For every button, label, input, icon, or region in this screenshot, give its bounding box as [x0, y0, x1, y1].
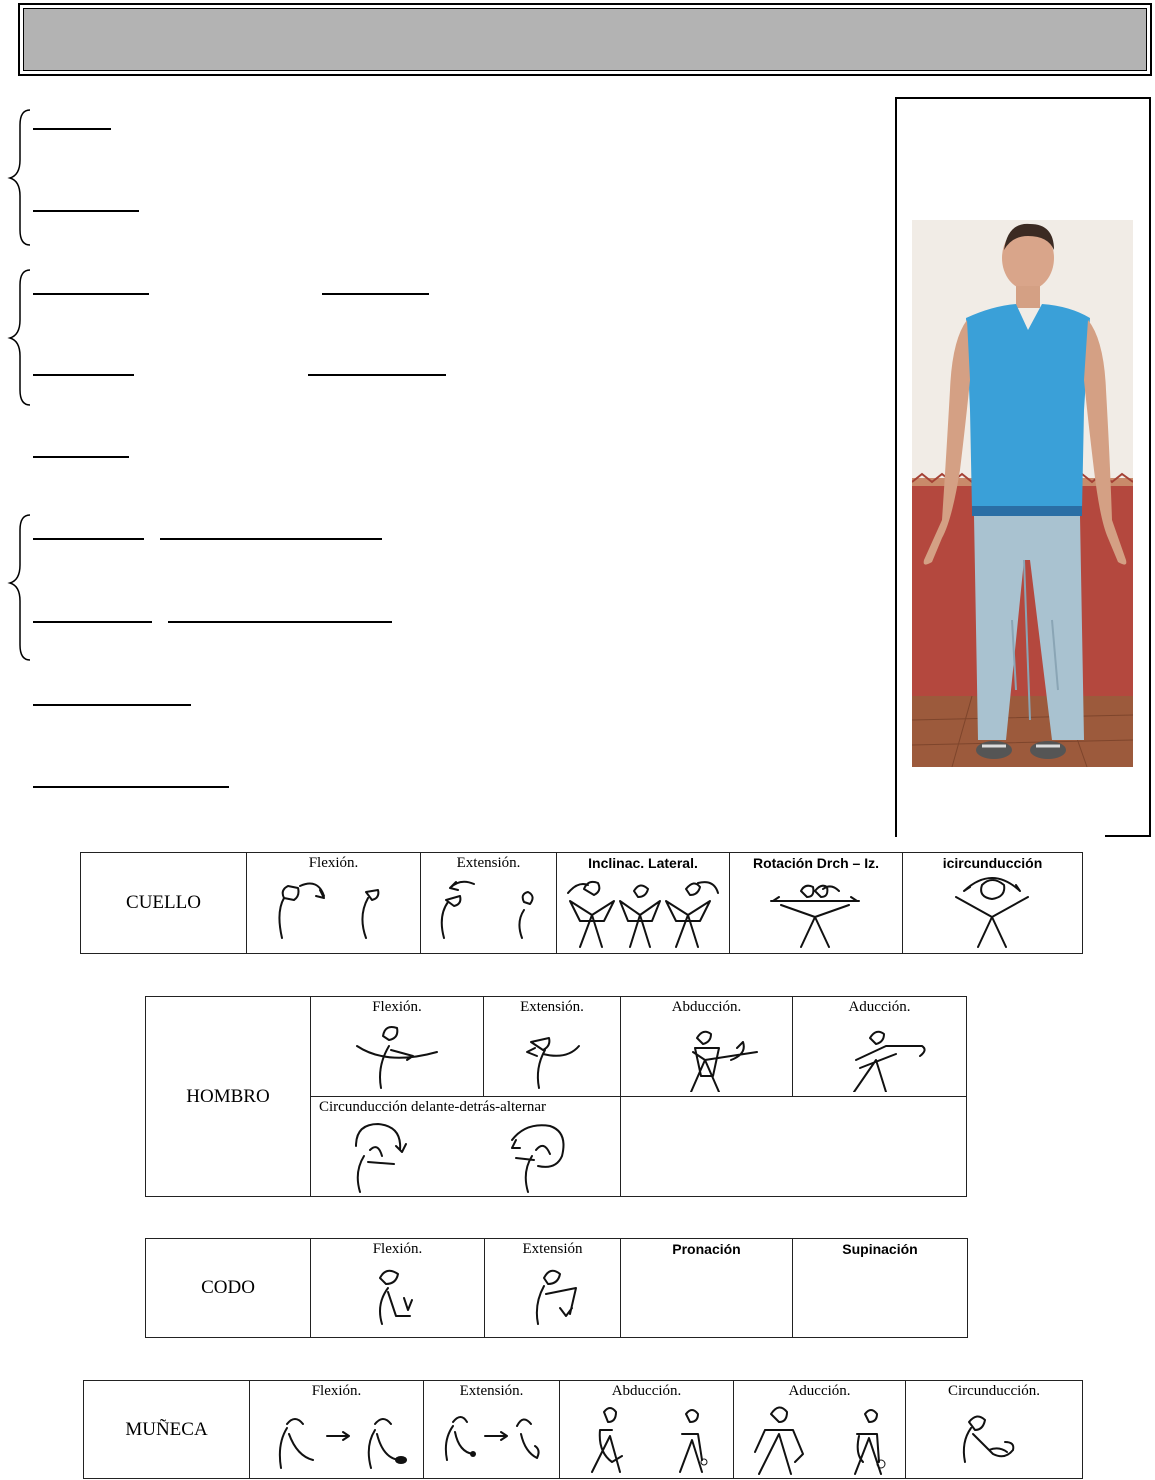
stick-figure-icon: [558, 871, 728, 949]
movement-caption: Pronación: [672, 1241, 741, 1257]
neck-flexion-cell: [247, 853, 421, 954]
neck-lateral-tilt-cell: [557, 853, 730, 954]
movement-caption: Supinación: [842, 1241, 918, 1257]
title-banner: [18, 3, 1152, 76]
movement-caption: icircunducción: [942, 855, 1043, 871]
heading-underline: [168, 621, 392, 623]
stick-figure-icon: [488, 1258, 618, 1328]
movement-caption: Extensión.: [459, 1383, 524, 1399]
movement-caption: Extensión: [522, 1241, 583, 1257]
wrist-extension-cell: [424, 1381, 560, 1479]
photo-frame-foot: [1105, 835, 1151, 837]
wrist-adduction-cell: [734, 1381, 906, 1479]
shoulder-abduction-cell: [621, 997, 793, 1097]
movement-caption: Flexión.: [372, 999, 422, 1015]
heading-underline: [33, 621, 152, 623]
stick-figure-icon: [427, 1400, 557, 1472]
wrist-circumduction-cell: [906, 1381, 1083, 1479]
movement-caption: Abducción.: [611, 1383, 682, 1399]
neck-movements-table: [80, 852, 1083, 954]
elbow-pronation-cell: [621, 1239, 793, 1338]
stick-figure-icon: [800, 1016, 960, 1092]
stick-figure-icon: [424, 872, 554, 946]
wrist-movements-table: [83, 1380, 1083, 1479]
row-label-elbow: CODO: [146, 1239, 311, 1338]
neck-rotation-cell: [730, 853, 903, 954]
heading-underline: [33, 704, 191, 706]
movement-caption: Flexión.: [372, 1241, 423, 1257]
movement-caption: Extensión.: [520, 999, 584, 1015]
movement-caption: Flexión.: [311, 1383, 362, 1399]
shoulder-extension-cell: [484, 997, 621, 1097]
shoulder-movements-table: [145, 996, 967, 1197]
anatomical-position-photo: [912, 220, 1133, 767]
neck-extension-cell: [421, 853, 557, 954]
shoulder-flexion-cell: [311, 997, 484, 1097]
stick-figure-icon: [254, 872, 414, 946]
shoulder-empty-cell: [621, 1097, 967, 1197]
stick-figure-icon: [487, 1016, 617, 1092]
movement-caption: Inclinac. Lateral.: [588, 855, 698, 871]
elbow-movements-table: [145, 1238, 968, 1338]
elbow-flexion-cell: [311, 1239, 485, 1338]
movement-caption: Aducción.: [788, 1383, 851, 1399]
heading-underline: [308, 374, 446, 376]
heading-underline: [33, 293, 149, 295]
neck-circumduction-cell: [903, 853, 1083, 954]
row-label-shoulder: HOMBRO: [146, 997, 311, 1197]
stick-figure-icon: [909, 1400, 1079, 1474]
elbow-supination-cell: [793, 1239, 968, 1338]
heading-underline: [33, 456, 129, 458]
movement-caption: Flexión.: [308, 855, 359, 871]
heading-underline: [33, 538, 144, 540]
row-label-wrist: MUÑECA: [84, 1381, 250, 1479]
stick-figure-icon: [627, 1016, 787, 1092]
movement-caption: Circunducción.: [947, 1383, 1041, 1399]
movement-caption: Abducción.: [671, 999, 742, 1015]
shoulder-adduction-cell: [793, 997, 967, 1097]
movement-caption: Extensión.: [456, 855, 521, 871]
heading-underline: [33, 786, 229, 788]
outline-braces: [0, 100, 40, 670]
heading-underline: [322, 293, 429, 295]
stick-figure-icon: [257, 1400, 417, 1472]
heading-underline: [33, 210, 139, 212]
stick-figure-icon: [318, 1258, 478, 1328]
stick-figure-icon: [731, 871, 901, 949]
movement-caption: Rotación Drch – Iz.: [752, 855, 880, 871]
stick-figure-icon: [316, 1116, 616, 1196]
shoulder-circumduction-cell: [311, 1097, 621, 1197]
heading-underline: [33, 374, 134, 376]
movement-caption: Aducción.: [848, 999, 911, 1015]
elbow-extension-cell: [485, 1239, 621, 1338]
heading-underline: [33, 128, 111, 130]
wrist-flexion-cell: [250, 1381, 424, 1479]
stick-figure-icon: [908, 871, 1078, 949]
row-label-neck: CUELLO: [81, 853, 247, 954]
movement-caption: Circunducción delante-detrás-alternar: [319, 1099, 546, 1115]
wrist-abduction-cell: [560, 1381, 734, 1479]
stick-figure-icon: [735, 1400, 905, 1476]
stick-figure-icon: [562, 1400, 732, 1474]
heading-underline: [160, 538, 382, 540]
stick-figure-icon: [317, 1016, 477, 1092]
